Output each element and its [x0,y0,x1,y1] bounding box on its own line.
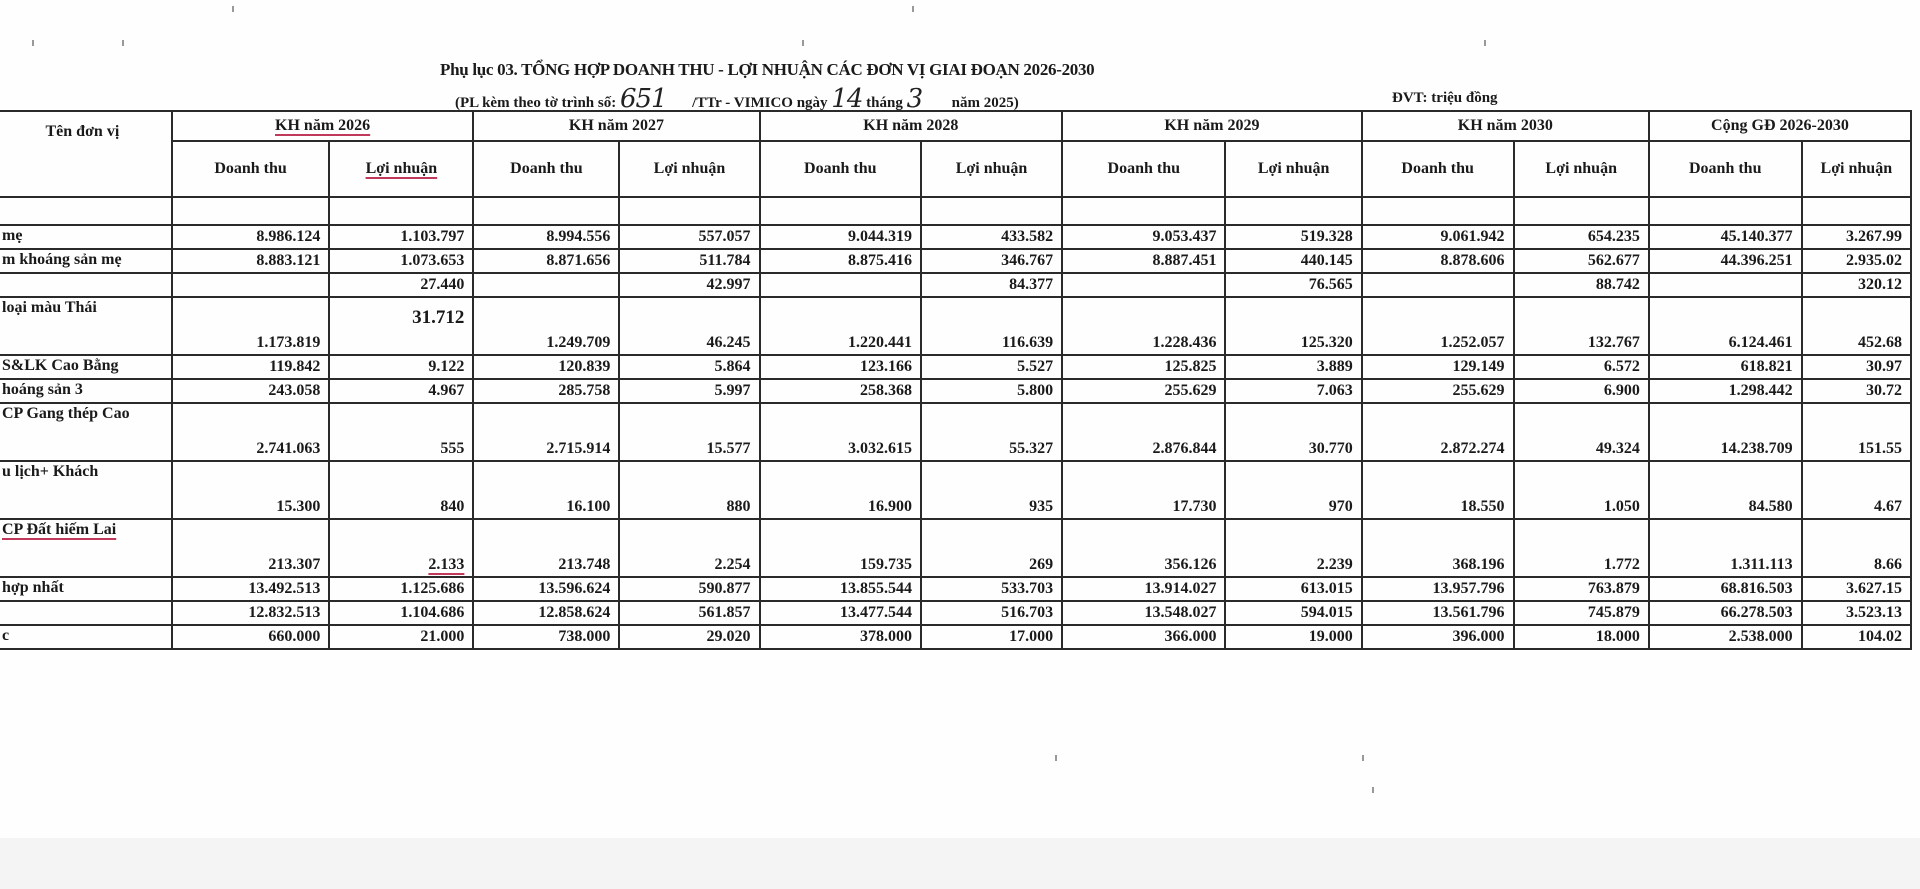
profit-cell: 590.877 [619,577,759,601]
profit-cell: 519.328 [1225,225,1361,249]
handwritten-month: 3 [906,84,923,114]
table-row [0,403,1911,461]
year-header-2029: KH năm 2029 [1062,111,1362,141]
scan-speck [232,6,234,12]
revenue-cell: 1.311.113 [1649,519,1802,577]
revenue-cell: 15.300 [172,461,330,519]
profit-cell: 594.015 [1225,601,1361,625]
revenue-cell: 1.252.057 [1362,297,1514,355]
revenue-cell: 119.842 [172,355,330,379]
revenue-cell: 2.741.063 [172,403,330,461]
profit-cell: 3.523.13 [1802,601,1911,625]
revenue-cell: 8.994.556 [473,225,619,249]
profit-cell: 561.857 [619,601,759,625]
profit-cell: 30.97 [1802,355,1911,379]
profit-cell: 511.784 [619,249,759,273]
profit-cell: 6.572 [1514,355,1649,379]
revenue-header: Doanh thu [1062,141,1225,197]
table-row [0,625,1911,649]
revenue-cell: 14.238.709 [1649,403,1802,461]
profit-cell: 116.639 [921,297,1062,355]
scan-speck [1362,755,1364,761]
profit-cell: 19.000 [1225,625,1361,649]
profit-cell: 2.935.02 [1802,249,1911,273]
unit-label: ĐVT: triệu đồng [1392,90,1498,106]
revenue-cell [1362,273,1514,297]
unit-name-cell: m khoáng sản mẹ [0,249,172,273]
revenue-cell: 120.839 [473,355,619,379]
profit-cell [1225,197,1361,225]
profit-cell: 29.020 [619,625,759,649]
profit-cell: 27.440 [329,273,473,297]
subtitle-middle: /TTr - VIMICO ngày [692,95,828,111]
profit-cell: 1.104.686 [329,601,473,625]
profit-cell: 3.889 [1225,355,1361,379]
profit-cell: 516.703 [921,601,1062,625]
revenue-cell: 44.396.251 [1649,249,1802,273]
profit-cell: 4.67 [1802,461,1911,519]
profit-header: Lợi nhuận [329,141,473,197]
revenue-cell: 255.629 [1362,379,1514,403]
profit-cell: 21.000 [329,625,473,649]
profit-cell: 4.967 [329,379,473,403]
revenue-profit-table [0,110,1912,650]
profit-cell: 46.245 [619,297,759,355]
profit-header: Lợi nhuận [921,141,1062,197]
year-header-2030: KH năm 2030 [1362,111,1649,141]
profit-cell: 6.900 [1514,379,1649,403]
profit-cell: 7.063 [1225,379,1361,403]
revenue-cell: 9.053.437 [1062,225,1225,249]
unit-name-cell: S&LK Cao Bằng [0,355,172,379]
revenue-cell: 8.871.656 [473,249,619,273]
revenue-cell: 366.000 [1062,625,1225,649]
revenue-cell: 13.957.796 [1362,577,1514,601]
revenue-cell: 3.032.615 [760,403,921,461]
profit-cell [1802,197,1911,225]
revenue-cell: 17.730 [1062,461,1225,519]
revenue-cell [172,273,330,297]
revenue-cell: 12.832.513 [172,601,330,625]
scan-speck [802,40,804,46]
revenue-cell: 1.228.436 [1062,297,1225,355]
profit-cell: 452.68 [1802,297,1911,355]
profit-cell: 5.997 [619,379,759,403]
revenue-cell: 738.000 [473,625,619,649]
year-header-total: Cộng GĐ 2026-2030 [1649,111,1911,141]
revenue-header: Doanh thu [1362,141,1514,197]
profit-cell: 1.772 [1514,519,1649,577]
profit-cell: 840 [329,461,473,519]
revenue-cell [1649,273,1802,297]
profit-cell: 76.565 [1225,273,1361,297]
revenue-cell: 159.735 [760,519,921,577]
revenue-cell: 13.477.544 [760,601,921,625]
profit-cell: 55.327 [921,403,1062,461]
profit-cell: 3.267.99 [1802,225,1911,249]
unit-name-cell: CP Đất hiếm Lai [0,519,172,577]
revenue-cell: 1.220.441 [760,297,921,355]
subtitle-month-label: tháng [866,95,903,111]
revenue-header: Doanh thu [760,141,921,197]
handwritten-number: 651 [619,84,667,114]
table-body [0,197,1911,649]
table-row [0,601,1911,625]
profit-cell: 84.377 [921,273,1062,297]
revenue-header: Doanh thu [172,141,330,197]
revenue-cell: 213.748 [473,519,619,577]
revenue-cell [1062,197,1225,225]
revenue-cell: 13.596.624 [473,577,619,601]
profit-cell [1514,197,1649,225]
revenue-cell: 68.816.503 [1649,577,1802,601]
revenue-cell: 13.855.544 [760,577,921,601]
profit-cell: 132.767 [1514,297,1649,355]
revenue-cell: 8.875.416 [760,249,921,273]
revenue-cell: 84.580 [1649,461,1802,519]
revenue-header: Doanh thu [1649,141,1802,197]
revenue-cell: 9.061.942 [1362,225,1514,249]
year-header-2027: KH năm 2027 [473,111,759,141]
table-row [0,197,1911,225]
profit-cell: 562.677 [1514,249,1649,273]
profit-cell: 935 [921,461,1062,519]
profit-cell: 30.72 [1802,379,1911,403]
profit-cell: 88.742 [1514,273,1649,297]
table-row [0,273,1911,297]
revenue-cell: 12.858.624 [473,601,619,625]
year-header-2028: KH năm 2028 [760,111,1063,141]
profit-cell: 1.103.797 [329,225,473,249]
document-title: Phụ lục 03. TỔNG HỢP DOANH THU - LỢI NHUẬN CÁC ĐƠN VỊ GIAI ĐOẠN 2026-2030 [440,60,1095,79]
unit-name-cell: loại màu Thái [0,297,172,355]
revenue-cell: 16.900 [760,461,921,519]
profit-header: Lợi nhuận [1225,141,1361,197]
revenue-cell: 129.149 [1362,355,1514,379]
scan-speck [32,40,34,46]
revenue-cell: 378.000 [760,625,921,649]
revenue-cell: 285.758 [473,379,619,403]
profit-cell: 8.66 [1802,519,1911,577]
profit-cell: 346.767 [921,249,1062,273]
revenue-cell: 13.548.027 [1062,601,1225,625]
profit-cell: 2.254 [619,519,759,577]
unit-name-cell [0,273,172,297]
revenue-cell [473,273,619,297]
scan-speck [1372,787,1374,793]
revenue-cell: 255.629 [1062,379,1225,403]
unit-name-cell: CP Gang thép Cao [0,403,172,461]
table-row [0,379,1911,403]
table-row [0,249,1911,273]
profit-cell: 5.800 [921,379,1062,403]
profit-cell: 880 [619,461,759,519]
unit-name-cell: hoáng sản 3 [0,379,172,403]
profit-cell: 654.235 [1514,225,1649,249]
revenue-cell: 66.278.503 [1649,601,1802,625]
profit-cell [329,197,473,225]
profit-cell: 763.879 [1514,577,1649,601]
revenue-cell: 1.173.819 [172,297,330,355]
revenue-cell: 396.000 [1362,625,1514,649]
revenue-cell: 8.887.451 [1062,249,1225,273]
revenue-cell: 6.124.461 [1649,297,1802,355]
revenue-cell [1362,197,1514,225]
profit-cell: 557.057 [619,225,759,249]
profit-header: Lợi nhuận [619,141,759,197]
revenue-cell: 13.914.027 [1062,577,1225,601]
revenue-cell: 125.825 [1062,355,1225,379]
scan-speck [122,40,124,46]
revenue-cell: 618.821 [1649,355,1802,379]
revenue-cell: 13.492.513 [172,577,330,601]
revenue-cell: 13.561.796 [1362,601,1514,625]
revenue-cell: 368.196 [1362,519,1514,577]
profit-cell: 433.582 [921,225,1062,249]
profit-cell [921,197,1062,225]
revenue-header: Doanh thu [473,141,619,197]
profit-cell: 745.879 [1514,601,1649,625]
revenue-cell: 2.876.844 [1062,403,1225,461]
profit-cell: 1.125.686 [329,577,473,601]
profit-cell: 30.770 [1225,403,1361,461]
profit-cell: 104.02 [1802,625,1911,649]
scan-speck [1484,40,1486,46]
revenue-cell: 660.000 [172,625,330,649]
profit-header: Lợi nhuận [1514,141,1649,197]
profit-cell: 151.55 [1802,403,1911,461]
revenue-cell: 8.986.124 [172,225,330,249]
table-row [0,519,1911,577]
profit-cell: 15.577 [619,403,759,461]
revenue-cell [1649,197,1802,225]
profit-cell: 31.712 [329,297,473,355]
unit-name-cell: hợp nhất [0,577,172,601]
revenue-cell: 2.872.274 [1362,403,1514,461]
handwritten-day: 14 [831,84,863,114]
unit-name-header: Tên đơn vị [0,111,172,197]
profit-cell: 3.627.15 [1802,577,1911,601]
scan-speck [1055,755,1057,761]
table-row [0,355,1911,379]
profit-cell: 9.122 [329,355,473,379]
revenue-cell: 2.538.000 [1649,625,1802,649]
unit-name-cell [0,197,172,225]
revenue-cell: 1.249.709 [473,297,619,355]
profit-cell: 613.015 [1225,577,1361,601]
revenue-cell: 8.883.121 [172,249,330,273]
revenue-cell: 8.878.606 [1362,249,1514,273]
profit-cell: 42.997 [619,273,759,297]
revenue-cell [473,197,619,225]
revenue-cell: 243.058 [172,379,330,403]
profit-cell: 17.000 [921,625,1062,649]
revenue-cell: 9.044.319 [760,225,921,249]
bottom-background [0,838,1920,889]
profit-cell: 2.239 [1225,519,1361,577]
revenue-cell: 18.550 [1362,461,1514,519]
profit-cell: 269 [921,519,1062,577]
revenue-cell: 213.307 [172,519,330,577]
profit-cell: 49.324 [1514,403,1649,461]
profit-cell: 18.000 [1514,625,1649,649]
profit-cell: 5.527 [921,355,1062,379]
revenue-cell: 16.100 [473,461,619,519]
profit-cell: 970 [1225,461,1361,519]
revenue-cell: 2.715.914 [473,403,619,461]
unit-name-cell [0,601,172,625]
profit-cell: 1.050 [1514,461,1649,519]
profit-cell: 5.864 [619,355,759,379]
profit-cell: 555 [329,403,473,461]
table-row [0,225,1911,249]
unit-name-cell: mẹ [0,225,172,249]
revenue-cell [760,273,921,297]
table-row [0,297,1911,355]
revenue-cell [760,197,921,225]
subtitle-prefix: (PL kèm theo tờ trình số: [455,95,617,111]
profit-cell: 2.133 [329,519,473,577]
revenue-cell [172,197,330,225]
scan-speck [912,6,914,12]
table-row [0,461,1911,519]
profit-cell: 320.12 [1802,273,1911,297]
profit-header: Lợi nhuận [1802,141,1911,197]
revenue-cell: 45.140.377 [1649,225,1802,249]
profit-cell [619,197,759,225]
revenue-cell: 123.166 [760,355,921,379]
table-row [0,577,1911,601]
revenue-cell [1062,273,1225,297]
profit-cell: 125.320 [1225,297,1361,355]
profit-cell: 1.073.653 [329,249,473,273]
unit-name-cell: c [0,625,172,649]
revenue-cell: 1.298.442 [1649,379,1802,403]
year-header-2026: KH năm 2026 [172,111,474,141]
revenue-cell: 356.126 [1062,519,1225,577]
unit-name-cell: u lịch+ Khách [0,461,172,519]
profit-cell: 440.145 [1225,249,1361,273]
profit-cell: 533.703 [921,577,1062,601]
subtitle-suffix: năm 2025) [951,95,1019,111]
revenue-cell: 258.368 [760,379,921,403]
